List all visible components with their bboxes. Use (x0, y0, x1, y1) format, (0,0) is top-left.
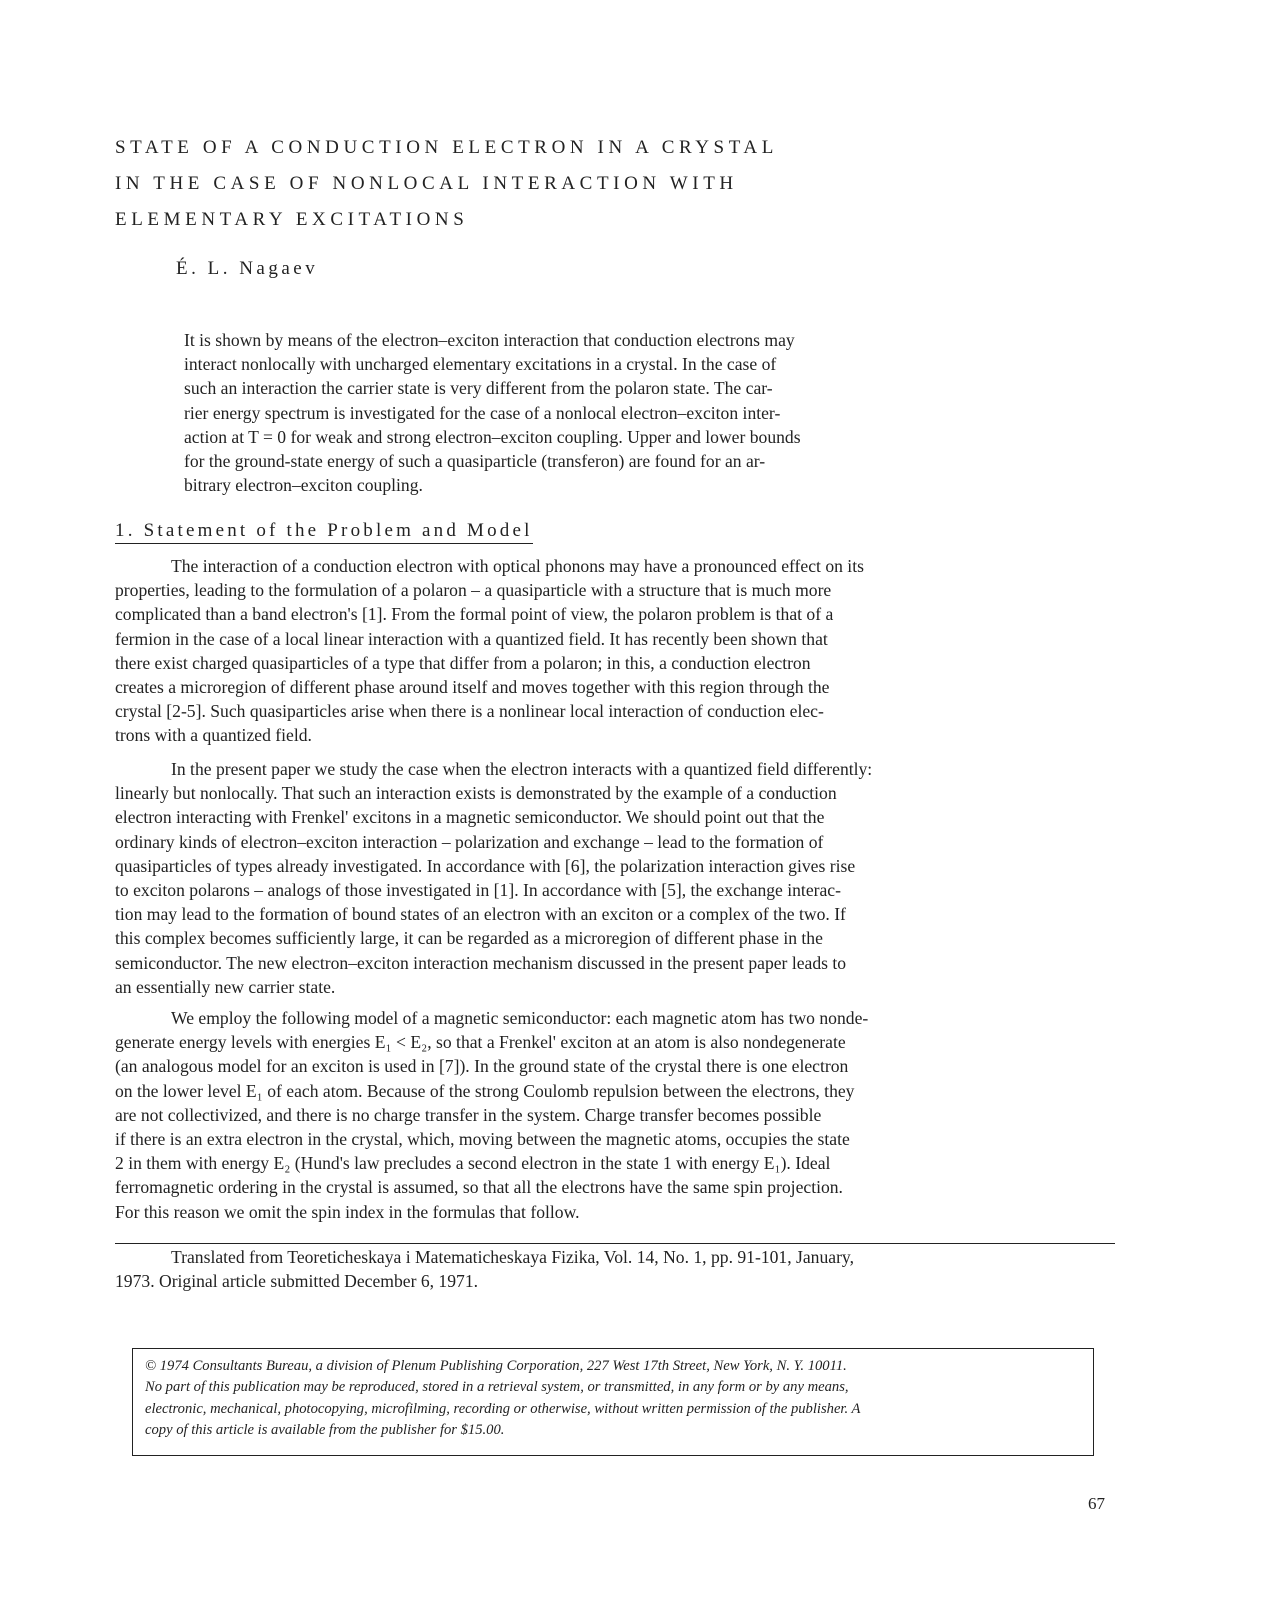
paragraph-line: on the lower level E₁ of each atom. Because of the strong Coulomb repulsion between the electrons, they (115, 1080, 855, 1101)
copyright-line: electronic, mechanical, photocopying, microfilming, recording or otherwise, without written permission of the publisher. A (145, 1400, 861, 1417)
abstract (184, 328, 1006, 497)
translation-footnote (115, 1245, 1115, 1293)
paragraph-line: (an analogous model for an exciton is used in [7]). In the ground state of the crystal there is one electron (115, 1056, 849, 1077)
title-line-3: ELEMENTARY EXCITATIONS (115, 209, 469, 230)
abstract-line: for the ground-state energy of such a quasiparticle (transferon) are found for an ar- (184, 451, 766, 472)
copyright-line: © 1974 Consultants Bureau, a division of Plenum Publishing Corporation, 227 West 17th Street, New York, N. Y. 10011. (145, 1358, 847, 1374)
footnote-divider (115, 1243, 1115, 1244)
page-number: 67 (1088, 1494, 1105, 1513)
paragraph-line: this complex becomes sufficiently large, it can be regarded as a microregion of different phase in the (115, 928, 823, 949)
abstract-line: rier energy spectrum is investigated for the case of a nonlocal electron–exciton inter- (184, 402, 781, 423)
section-heading: 1. Statement of the Problem and Model (115, 520, 533, 544)
paragraph-3 (115, 1006, 1115, 1224)
paragraph-line: semiconductor. The new electron–exciton interaction mechanism discussed in the present paper leads to (115, 952, 847, 973)
paragraph-1 (115, 554, 1115, 748)
abstract-line: bitrary electron–exciton coupling. (184, 475, 423, 496)
paragraph-line: properties, leading to the formulation of a polaron – a quasiparticle with a structure that is much more (115, 580, 832, 601)
title-line-2: IN THE CASE OF NONLOCAL INTERACTION WITH (115, 173, 738, 194)
paragraph-line: For this reason we omit the spin index in the formulas that follow. (115, 1201, 580, 1222)
paragraph-line: We employ the following model of a magnetic semiconductor: each magnetic atom has two nonde- (171, 1008, 869, 1028)
paragraph-line: quasiparticles of types already investigated. In accordance with [6], the polarization interaction gives rise (115, 855, 856, 876)
author-name: É. L. Nagaev (176, 258, 319, 279)
paragraph-line: there exist charged quasiparticles of a type that differ from a polaron; in this, a conduction electron (115, 652, 811, 673)
paragraph-2 (115, 757, 1115, 999)
paragraph-line: to exciton polarons – analogs of those investigated in [1]. In accordance with [5], the exchange interac- (115, 880, 841, 901)
paragraph-line: generate energy levels with energies E₁ < E₂, so that a Frenkel' exciton at an atom is also nondegenerate (115, 1032, 846, 1053)
copyright-line: No part of this publication may be reproduced, stored in a retrieval system, or transmitted, in any form or by any means, (145, 1379, 849, 1396)
abstract-line: interact nonlocally with uncharged elementary excitations in a crystal. In the case of (184, 354, 777, 375)
copyright-notice (132, 1348, 1094, 1456)
abstract-line: action at T = 0 for weak and strong electron–exciton coupling. Upper and lower bounds (184, 426, 801, 447)
paragraph-line: 2 in them with energy E₂ (Hund's law precludes a second electron in the state 1 with energy E₁). Ideal (115, 1153, 831, 1174)
footnote-line: Translated from Teoreticheskaya i Matematicheskaya Fizika, Vol. 14, No. 1, pp. 91-101, January, (171, 1247, 854, 1267)
paragraph-line: an essentially new carrier state. (115, 976, 336, 997)
paragraph-line: The interaction of a conduction electron with optical phonons may have a pronounced effect on its (171, 556, 864, 576)
paragraph-line: if there is an extra electron in the crystal, which, moving between the magnetic atoms, occupies the state (115, 1129, 850, 1150)
title-line-1: STATE OF A CONDUCTION ELECTRON IN A CRYSTAL (115, 137, 778, 158)
abstract-line: such an interaction the carrier state is very different from the polaron state. The car- (184, 378, 773, 399)
paragraph-line: In the present paper we study the case when the electron interacts with a quantized field differently: (171, 759, 873, 779)
paragraph-line: electron interacting with Frenkel' excitons in a magnetic semiconductor. We should point out that the (115, 807, 825, 828)
copyright-line: copy of this article is available from the publisher for $15.00. (145, 1422, 505, 1439)
paragraph-line: ferromagnetic ordering in the crystal is assumed, so that all the electrons have the same spin projection. (115, 1177, 843, 1198)
paragraph-line: complicated than a band electron's [1]. From the formal point of view, the polaron problem is that of a (115, 604, 834, 625)
paragraph-line: are not collectivized, and there is no charge transfer in the system. Charge transfer becomes possible (115, 1104, 822, 1125)
paragraph-line: trons with a quantized field. (115, 725, 312, 746)
paragraph-line: fermion in the case of a local linear interaction with a quantized field. It has recently been shown that (115, 628, 828, 649)
paragraph-line: crystal [2-5]. Such quasiparticles arise when there is a nonlinear local interaction of conduction elec- (115, 701, 824, 722)
paragraph-line: ordinary kinds of electron–exciton interaction – polarization and exchange – lead to the formation of (115, 831, 824, 852)
paragraph-line: tion may lead to the formation of bound states of an electron with an exciton or a complex of the two. If (115, 904, 846, 925)
abstract-line: It is shown by means of the electron–exciton interaction that conduction electrons may (184, 330, 795, 350)
paragraph-line: creates a microregion of different phase around itself and moves together with this region through the (115, 677, 830, 698)
footnote-line: 1973. Original article submitted December 6, 1971. (115, 1271, 479, 1292)
paragraph-line: linearly but nonlocally. That such an interaction exists is demonstrated by the example of a conduction (115, 783, 837, 804)
